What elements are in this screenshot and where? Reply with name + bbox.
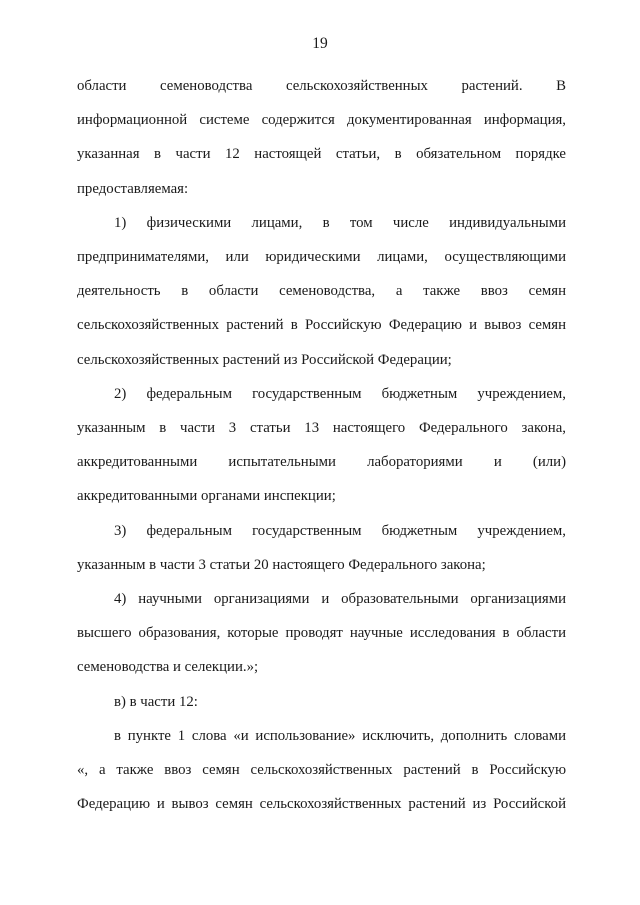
text-line: указанным в части 3 статьи 20 настоящего Федерального закона; [77,556,486,573]
text-line: 3) федеральным государственным бюджетным учреждением, [114,522,566,539]
text-line: аккредитованными органами инспекции; [77,488,336,505]
text-line: сельскохозяйственных растений в Российскую Федерацию и вывоз семян [77,317,566,334]
text-line: «, а также ввоз семян сельскохозяйственных растений в Российскую [77,762,566,779]
text-line: в) в части 12: [114,693,198,710]
text-line: семеноводства и селекции.»; [77,659,259,676]
paragraph-amendment [77,719,566,822]
text-line: сельскохозяйственных растений из Российской Федерации; [77,351,452,368]
text-line: высшего образования, которые проводят научные исследования в области [77,625,566,642]
document-body [77,69,566,821]
text-line: аккредитованными испытательными лабораториями и (или) [77,454,566,471]
text-line: в пункте 1 слова «и использование» исключить, дополнить словами [114,727,566,744]
text-line: 1) физическими лицами, в том числе индивидуальными [114,214,566,231]
text-line: 2) федеральным государственным бюджетным учреждением, [114,385,566,402]
text-line: предпринимателями, или юридическими лицами, осуществляющими [77,249,566,266]
paragraph-item-3 [77,514,566,582]
text-line: области семеноводства сельскохозяйственных растений. В [77,78,566,94]
paragraph-continuation [77,69,566,206]
text-line: 4) научными организациями и образовательными организациями [114,591,566,608]
paragraph-item-1 [77,206,566,377]
page-number: 19 [312,35,328,52]
text-line: информационной системе содержится документированная информация, [77,112,566,129]
text-line: указанным в части 3 статьи 13 настоящего Федерального закона, [77,420,566,437]
paragraph-item-2 [77,377,566,514]
paragraph-item-4 [77,582,566,685]
text-line: Федерацию и вывоз семян сельскохозяйственных растений из Российской [77,796,566,813]
text-line: предоставляемая: [77,180,189,197]
text-line: указанная в части 12 настоящей статьи, в обязательном порядке [77,146,566,163]
text-line: деятельность в области семеноводства, а также ввоз семян [77,283,566,300]
paragraph-subpoint-v [77,685,566,719]
